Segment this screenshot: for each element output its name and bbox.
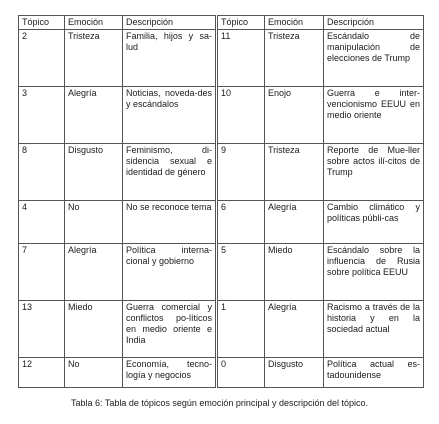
emotion-cell: Alegría [65,244,123,301]
table-row [19,244,424,301]
table-row [19,87,424,144]
topics-emotion-table [18,15,424,388]
topic-cell: 13 [19,301,65,358]
description-cell: Economía, tecno-logía y negocios [123,358,217,388]
header-description-left: Descripción [123,16,217,30]
topic-cell: 8 [19,144,65,201]
emotion-cell: Disgusto [265,358,324,388]
table-row [19,30,424,87]
description-cell: Cambio climático y políticas públi-cas [324,201,424,244]
description-cell: Feminismo, di-sidencia sexual e identidad de género [123,144,217,201]
emotion-cell: Alegría [265,301,324,358]
topic-cell: 5 [217,244,265,301]
emotion-cell: Alegría [265,201,324,244]
table-header-row [19,16,424,30]
description-cell: Reporte de Mue-ller sobre actos ilí-citos de Trump [324,144,424,201]
topic-cell: 0 [217,358,265,388]
table-row [19,301,424,358]
topic-cell: 9 [217,144,265,201]
emotion-cell: No [65,201,123,244]
topic-cell: 12 [19,358,65,388]
description-cell: Racismo a través de la historia y en la sociedad actual [324,301,424,358]
topic-cell: 11 [217,30,265,87]
description-cell: Noticias, noveda-des y escándalos [123,87,217,144]
description-cell: Familia, hijos y sa-lud [123,30,217,87]
description-cell: Política interna-cional y gobierno [123,244,217,301]
topic-cell: 2 [19,30,65,87]
description-cell: Escándalo de manipulación de elecciones de Trump [324,30,424,87]
table-row [19,358,424,388]
description-cell: No se reconoce tema [123,201,217,244]
emotion-cell: Tristeza [265,30,324,87]
description-cell: Guerra comercial y conflictos po-líticos en medio oriente e India [123,301,217,358]
description-cell: Escándalo sobre la influencia de Rusia sobre política EEUU [324,244,424,301]
emotion-cell: Disgusto [65,144,123,201]
header-emotion-left: Emoción [65,16,123,30]
emotion-cell: Miedo [265,244,324,301]
description-cell: Política actual es-tadounidense [324,358,424,388]
emotion-cell: No [65,358,123,388]
header-description-right: Descripción [324,16,424,30]
header-topic-left: Tópico [19,16,65,30]
topic-cell: 4 [19,201,65,244]
topic-cell: 1 [217,301,265,358]
emotion-cell: Miedo [65,301,123,358]
topic-cell: 3 [19,87,65,144]
header-topic-right: Tópico [217,16,265,30]
topic-cell: 7 [19,244,65,301]
emotion-cell: Alegría [65,87,123,144]
emotion-cell: Tristeza [65,30,123,87]
emotion-cell: Tristeza [265,144,324,201]
table-row [19,144,424,201]
emotion-cell: Enojo [265,87,324,144]
topic-cell: 10 [217,87,265,144]
description-cell: Guerra e inter-vencionismo EEUU en medio oriente [324,87,424,144]
topic-cell: 6 [217,201,265,244]
table-caption: Tabla 6: Tabla de tópicos según emoción principal y descripción del tópico. [70,398,368,408]
table-row [19,201,424,244]
header-emotion-right: Emoción [265,16,324,30]
